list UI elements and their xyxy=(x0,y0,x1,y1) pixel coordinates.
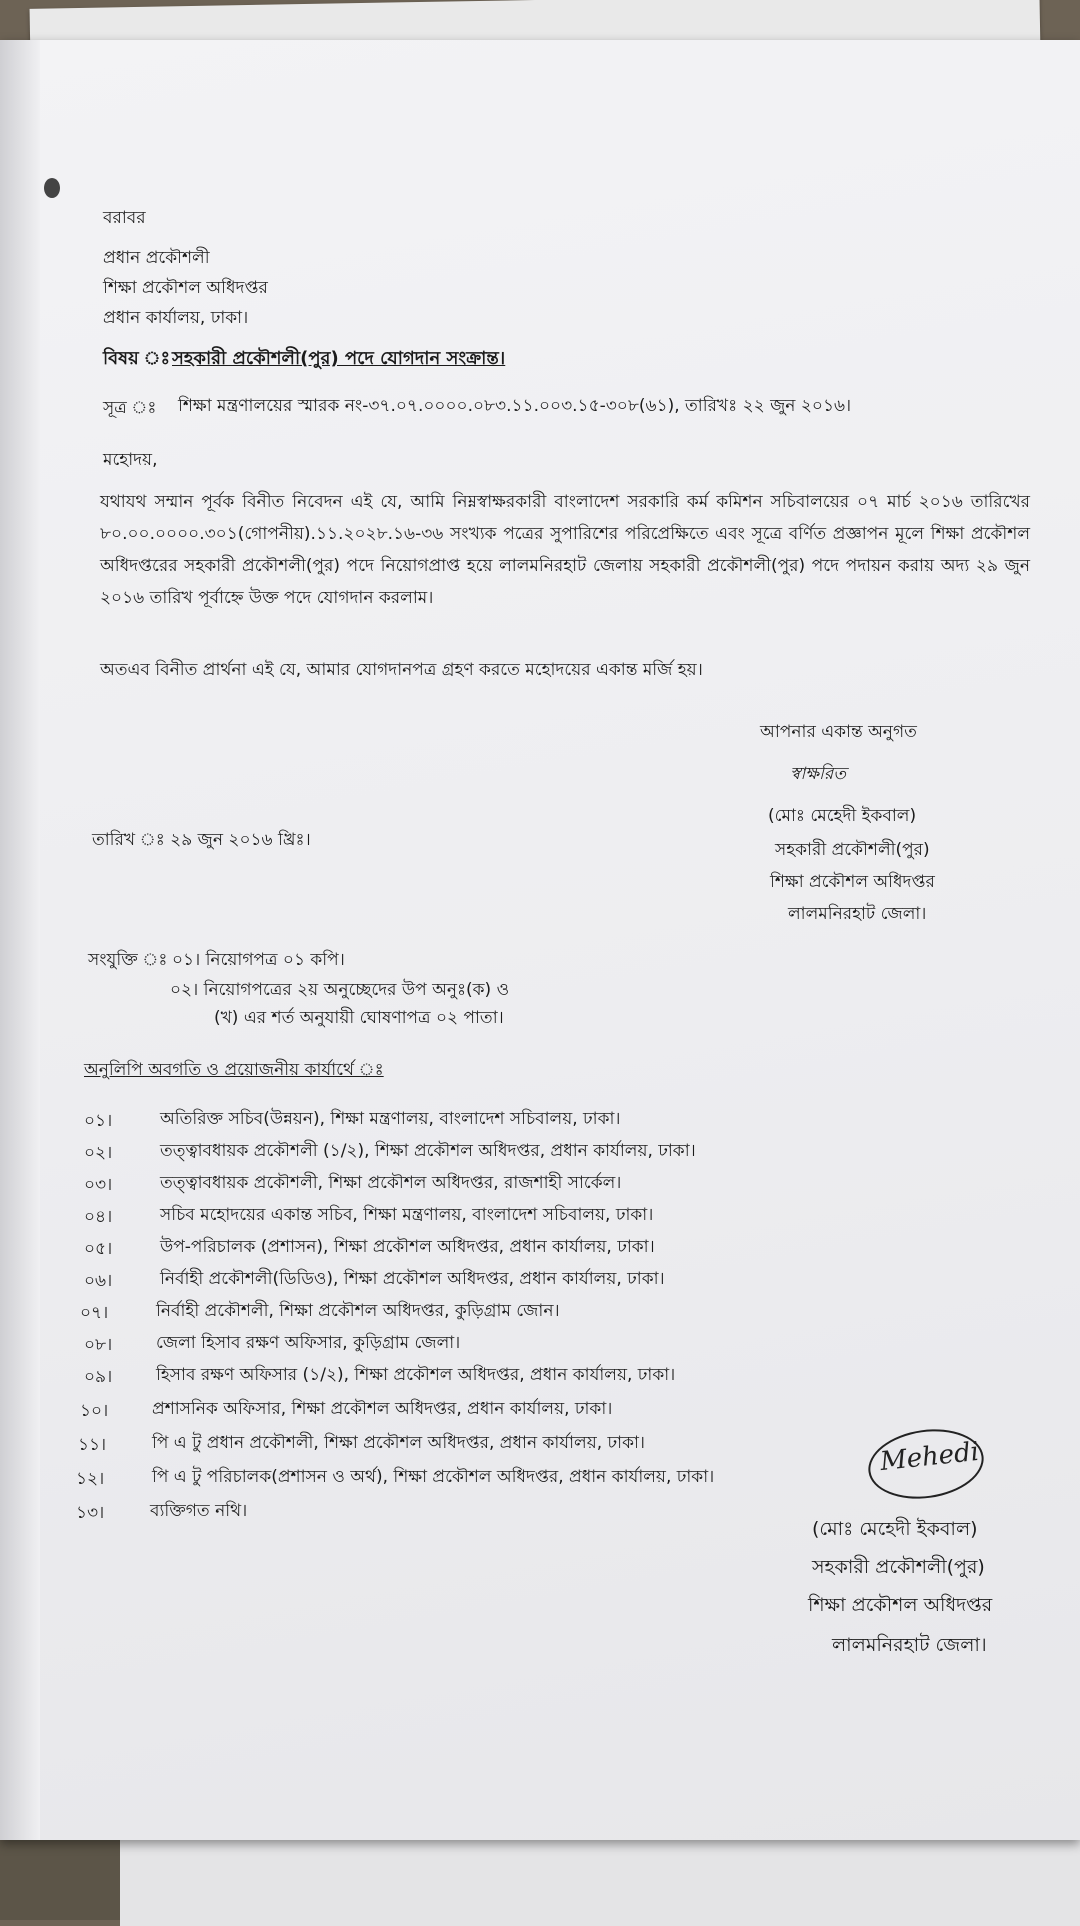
list-item: পি এ টু প্রধান প্রকৌশলী, শিক্ষা প্রকৌশল অধিদপ্তর, প্রধান কার্যালয়, ঢাকা। xyxy=(152,1433,645,1453)
list-number: ০৫। xyxy=(84,1239,113,1259)
list-number: ০২। xyxy=(84,1143,113,1163)
attachment-item-2-line-1: ০২। নিয়োগপত্রের ২য় অনুচ্ছেদের উপ অনুঃ(ক) ও xyxy=(170,980,510,1000)
page-edge xyxy=(0,40,40,1840)
list-item: সচিব মহোদয়ের একান্ত সচিব, শিক্ষা মন্ত্রণালয়, বাংলাদেশ সচিবালয়, ঢাকা। xyxy=(160,1205,654,1225)
subject-label: বিষয় ঃ xyxy=(103,348,171,369)
list-item: জেলা হিসাব রক্ষণ অফিসার, কুড়িগ্রাম জেলা। xyxy=(156,1333,461,1353)
list-item: তত্ত্বাবধায়ক প্রকৌশলী, শিক্ষা প্রকৌশল অধিদপ্তর, রাজশাহী সার্কেল। xyxy=(160,1173,622,1193)
subject-text: সহকারী প্রকৌশলী(পুর) পদে যোগদান সংক্রান্ত। xyxy=(172,348,506,369)
attachments-label: সংযুক্তি ঃ xyxy=(88,950,168,970)
list-number: ০৩। xyxy=(84,1175,113,1195)
body-paragraph: যথাযথ সম্মান পূর্বক বিনীত নিবেদন এই যে, আমি নিম্নস্বাক্ষরকারী বাংলাদেশ সরকারি কর্ম কমিশন সচিবালয়ের ০৭ মার্চ ২০১৬ তারিখের ৮০.০০.০০০০.৩০১(গোপনীয়).১১.২০২৮.১৬-৩৬ সংখ্যক পত্রের সুপারিশের পরিপ্রেক্ষিতে এবং সূত্রে বর্ণিত প্রজ্ঞাপন মূলে শিক্ষা প্রকৌশল অধিদপ্তরের সহকারী প্রকৌশলী(পুর) পদে নিয়োগপ্রাপ্ত হয়ে লালমনিরহাট জেলায় সহকারী প্রকৌশলী(পুর) পদে পদায়ন করায় অদ্য ২৯ জুন ২০১৬ তারিখ পূর্বাহ্নে উক্ত পদে যোগদান করলাম। xyxy=(100,492,1030,608)
list-number: ০৯। xyxy=(84,1367,113,1387)
reference-label: সূত্র ঃ xyxy=(103,398,157,418)
salutation: মহোদয়, xyxy=(103,450,158,470)
list-item: পি এ টু পরিচালক(প্রশাসন ও অর্থ), শিক্ষা প্রকৌশল অধিদপ্তর, প্রধান কার্যালয়, ঢাকা। xyxy=(152,1467,715,1487)
list-item: তত্ত্বাবধায়ক প্রকৌশলী (১/২), শিক্ষা প্রকৌশল অধিদপ্তর, প্রধান কার্যালয়, ঢাকা। xyxy=(160,1141,696,1161)
list-item: ব্যক্তিগত নথি। xyxy=(150,1501,248,1521)
list-item: প্রশাসনিক অফিসার, শিক্ষা প্রকৌশল অধিদপ্তর, প্রধান কার্যালয়, ঢাকা। xyxy=(152,1399,613,1419)
request-line: অতএব বিনীত প্রার্থনা এই যে, আমার যোগদানপত্র গ্রহণ করতে মহোদয়ের একান্ত মর্জি হয়। xyxy=(100,660,703,680)
closing-yours: আপনার একান্ত অনুগত xyxy=(760,722,917,742)
list-number: ১৩। xyxy=(76,1503,105,1523)
list-item: উপ-পরিচালক (প্রশাসন), শিক্ষা প্রকৌশল অধিদপ্তর, প্রধান কার্যালয়, ঢাকা। xyxy=(160,1237,655,1257)
punch-hole xyxy=(44,178,60,198)
addressee-line-1: প্রধান প্রকৌশলী xyxy=(103,248,210,268)
list-item: অতিরিক্ত সচিব(উন্নয়ন), শিক্ষা মন্ত্রণালয়, বাংলাদেশ সচিবালয়, ঢাকা। xyxy=(160,1109,621,1129)
list-item: হিসাব রক্ষণ অফিসার (১/২), শিক্ষা প্রকৌশল অধিদপ্তর, প্রধান কার্যালয়, ঢাকা। xyxy=(156,1365,676,1385)
signatory-designation: সহকারী প্রকৌশলী(পুর) xyxy=(812,1556,985,1578)
signatory-district: লালমনিরহাট জেলা। xyxy=(832,1634,987,1656)
list-number: ১০। xyxy=(80,1401,109,1421)
list-number: ০৬। xyxy=(84,1271,113,1291)
closing-office: শিক্ষা প্রকৌশল অধিদপ্তর xyxy=(770,872,935,892)
reference-text: শিক্ষা মন্ত্রণালয়ের স্মারক নং-৩৭.০৭.০০০০.০৮৩.১১.০০৩.১৫-৩০৮(৬১), তারিখঃ ২২ জুন ২০১৬। xyxy=(178,396,852,416)
closing-designation: সহকারী প্রকৌশলী(পুর) xyxy=(775,840,930,860)
copy-heading: অনুলিপি অবগতি ও প্রয়োজনীয় কার্যার্থে ঃ xyxy=(84,1060,384,1080)
attachment-item-2-line-2: (খ) এর শর্ত অনুযায়ী ঘোষণাপত্র ০২ পাতা। xyxy=(214,1008,504,1028)
list-number: ০১। xyxy=(84,1111,113,1131)
to-label: বরাবর xyxy=(103,208,146,228)
list-number: ০৪। xyxy=(84,1207,113,1227)
signatory-office: শিক্ষা প্রকৌশল অধিদপ্তর xyxy=(808,1594,993,1616)
date-line: তারিখ ঃ ২৯ জুন ২০১৬ খ্রিঃ। xyxy=(92,830,311,850)
addressee-line-3: প্রধান কার্যালয়, ঢাকা। xyxy=(103,308,249,328)
list-number: ০৭। xyxy=(80,1303,109,1323)
list-item: নির্বাহী প্রকৌশলী(ডিডিও), শিক্ষা প্রকৌশল অধিদপ্তর, প্রধান কার্যালয়, ঢাকা। xyxy=(160,1269,665,1289)
closing-name: (মোঃ মেহেদী ইকবাল) xyxy=(768,806,917,826)
list-number: ১২। xyxy=(76,1469,105,1489)
table-surface xyxy=(0,1840,140,1920)
signature-text: Mehedi xyxy=(878,1436,981,1478)
addressee-line-2: শিক্ষা প্রকৌশল অধিদপ্তর xyxy=(103,278,268,298)
closing-district: লালমনিরহাট জেলা। xyxy=(788,904,927,924)
list-number: ০৮। xyxy=(84,1335,113,1355)
underlying-page-bottom xyxy=(120,1830,1080,1926)
closing-signed: স্বাক্ষরিত xyxy=(790,764,847,784)
list-number: ১১। xyxy=(78,1435,107,1455)
attachment-item-1: ০১। নিয়োগপত্র ০১ কপি। xyxy=(172,950,345,970)
signatory-name: (মোঃ মেহেদী ইকবাল) xyxy=(812,1518,978,1540)
list-item: নির্বাহী প্রকৌশলী, শিক্ষা প্রকৌশল অধিদপ্তর, কুড়িগ্রাম জোন। xyxy=(156,1301,560,1321)
